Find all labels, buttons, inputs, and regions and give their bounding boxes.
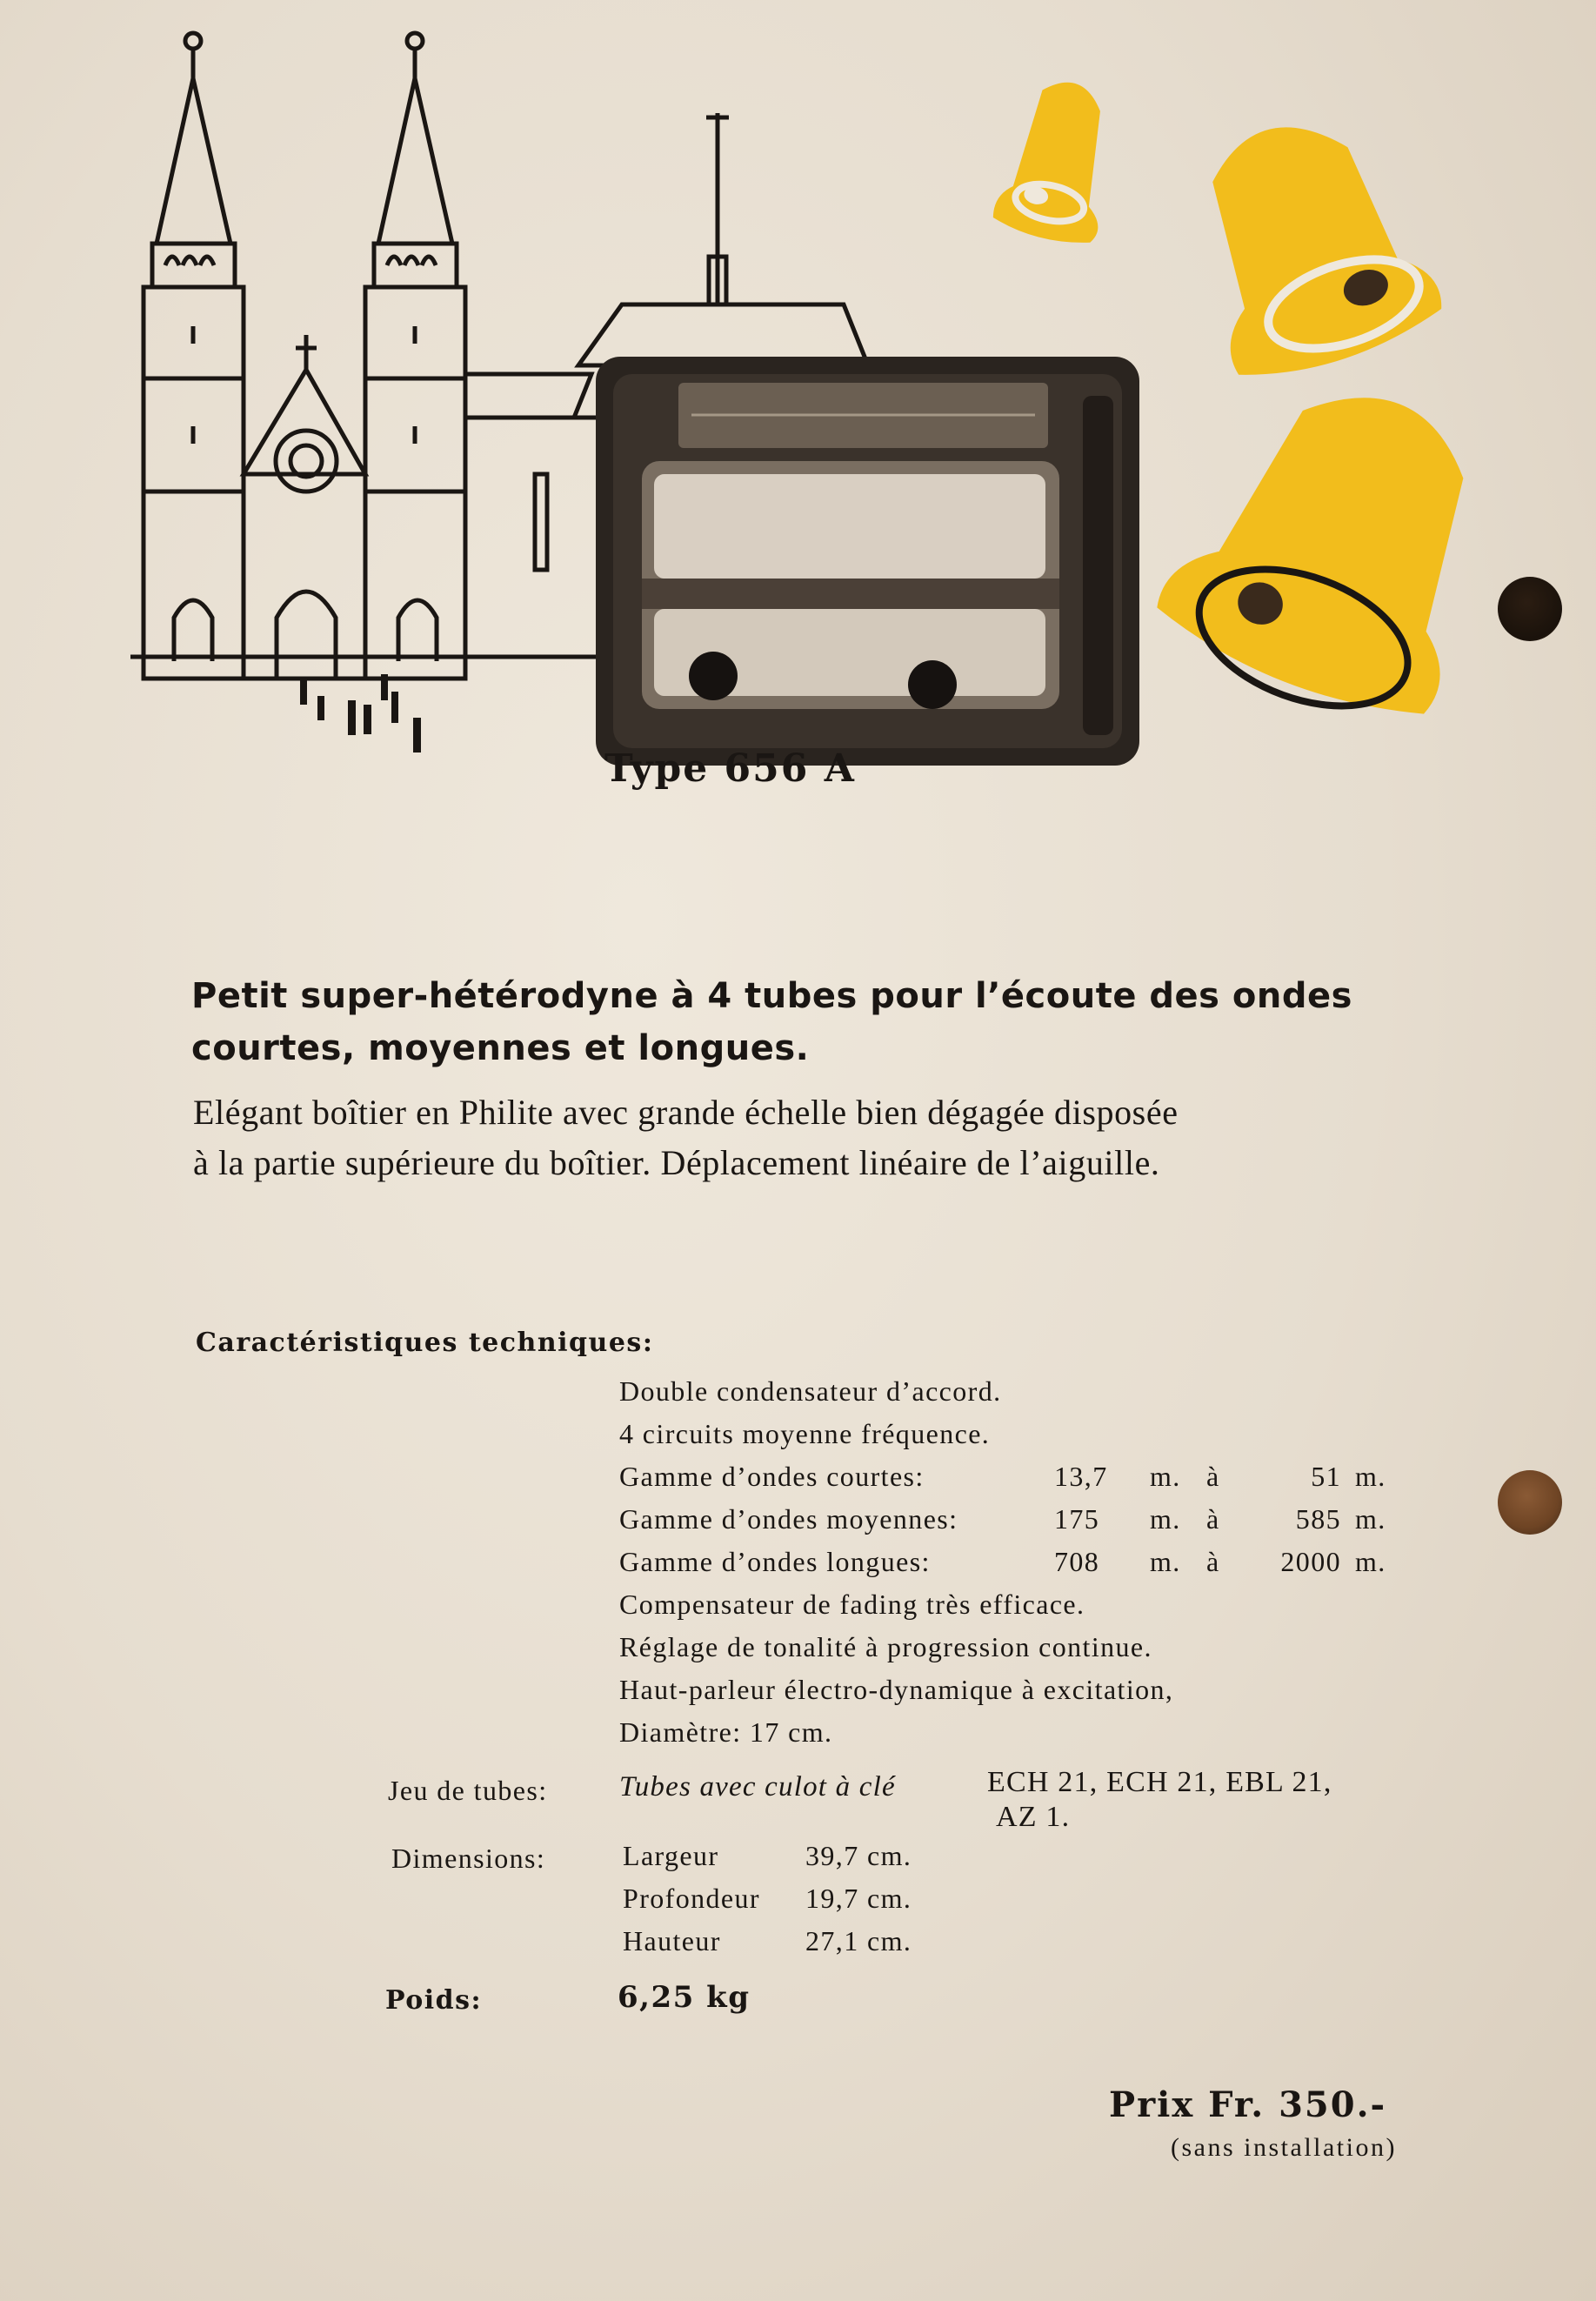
dimension-name: Profondeur (623, 1883, 760, 1914)
dimension-name: Largeur (623, 1840, 719, 1871)
range-unit: m. (1150, 1503, 1181, 1535)
headline (191, 970, 1426, 1074)
range-to: 51 (1311, 1461, 1341, 1492)
range-from: 708 (1054, 1546, 1100, 1577)
weight-value: 6,25 kg (618, 1980, 751, 2015)
dimension-value: 39,7 cm. (805, 1840, 912, 1871)
tubes-list (987, 1765, 1439, 1835)
spec-item: Haut-parleur électro-dynamique à excitation, (619, 1674, 1174, 1705)
spec-item: Diamètre: 17 cm. (619, 1716, 833, 1748)
middle-bell (1168, 95, 1450, 392)
wave-range-row (619, 1541, 1386, 1583)
range-to: 2000 (1280, 1546, 1341, 1577)
tubes-line: ECH 21, ECH 21, EBL 21, (987, 1766, 1332, 1798)
dimension-row (623, 1835, 912, 1877)
specs-heading: Caractéristiques techniques: (196, 1328, 654, 1358)
people-figures (300, 674, 421, 753)
range-to-word: à (1206, 1546, 1220, 1577)
dimension-value: 27,1 cm. (805, 1925, 912, 1957)
binder-hole (1498, 1470, 1562, 1535)
large-bell (1142, 350, 1525, 745)
dimension-value: 19,7 cm. (805, 1883, 912, 1914)
intro-paragraph (193, 1087, 1454, 1188)
header-illustration (122, 22, 1531, 770)
binder-hole (1498, 577, 1562, 641)
dimension-row (623, 1920, 912, 1963)
tubes-line: AZ 1. (996, 1801, 1071, 1833)
range-label: Gamme d’ondes moyennes: (619, 1503, 958, 1535)
intro-line: à la partie supérieure du boîtier. Déplacement linéaire de l’aiguille. (193, 1143, 1160, 1182)
range-unit: m. (1355, 1546, 1386, 1577)
dimensions-label: Dimensions: (391, 1843, 546, 1874)
dimension-row (623, 1877, 912, 1920)
range-from: 13,7 (1054, 1461, 1108, 1492)
weight-label: Poids: (385, 1985, 483, 2016)
dimensions-list (623, 1835, 912, 1963)
range-from: 175 (1054, 1503, 1100, 1535)
range-to: 585 (1295, 1503, 1341, 1535)
wave-range-row (619, 1498, 1386, 1541)
headline-line: Petit super-hétérodyne à 4 tubes pour l’écoute des ondes (191, 976, 1352, 1016)
wave-range-row (619, 1455, 1386, 1498)
range-unit: m. (1355, 1461, 1386, 1492)
radio-photo (596, 357, 1139, 766)
range-unit: m. (1355, 1503, 1386, 1535)
spec-item: Compensateur de fading très efficace. (619, 1589, 1085, 1620)
type-label: Type 656 A (604, 746, 856, 791)
headline-line: courtes, moyennes et longues. (191, 1028, 810, 1068)
spec-item: 4 circuits moyenne fréquence. (619, 1418, 991, 1449)
dimension-name: Hauteur (623, 1925, 721, 1957)
intro-line: Elégant boîtier en Philite avec grande échelle bien dégagée disposée (193, 1093, 1179, 1132)
range-unit: m. (1150, 1461, 1181, 1492)
small-bell (991, 72, 1127, 249)
church-radio-bells-illustration (122, 22, 1531, 770)
specs-list (619, 1370, 1386, 1754)
price: Prix Fr. 350.- (1109, 2084, 1387, 2125)
range-label: Gamme d’ondes courtes: (619, 1461, 925, 1492)
price-note: (sans installation) (1171, 2133, 1397, 2162)
range-unit: m. (1150, 1546, 1181, 1577)
tubes-label: Jeu de tubes: (388, 1775, 548, 1806)
range-label: Gamme d’ondes longues: (619, 1546, 931, 1577)
spec-item: Réglage de tonalité à progression continue. (619, 1631, 1152, 1662)
range-to-word: à (1206, 1503, 1220, 1535)
spec-item: Double condensateur d’accord. (619, 1375, 1002, 1407)
range-to-word: à (1206, 1461, 1220, 1492)
tubes-description: Tubes avec culot à clé (619, 1771, 896, 1803)
